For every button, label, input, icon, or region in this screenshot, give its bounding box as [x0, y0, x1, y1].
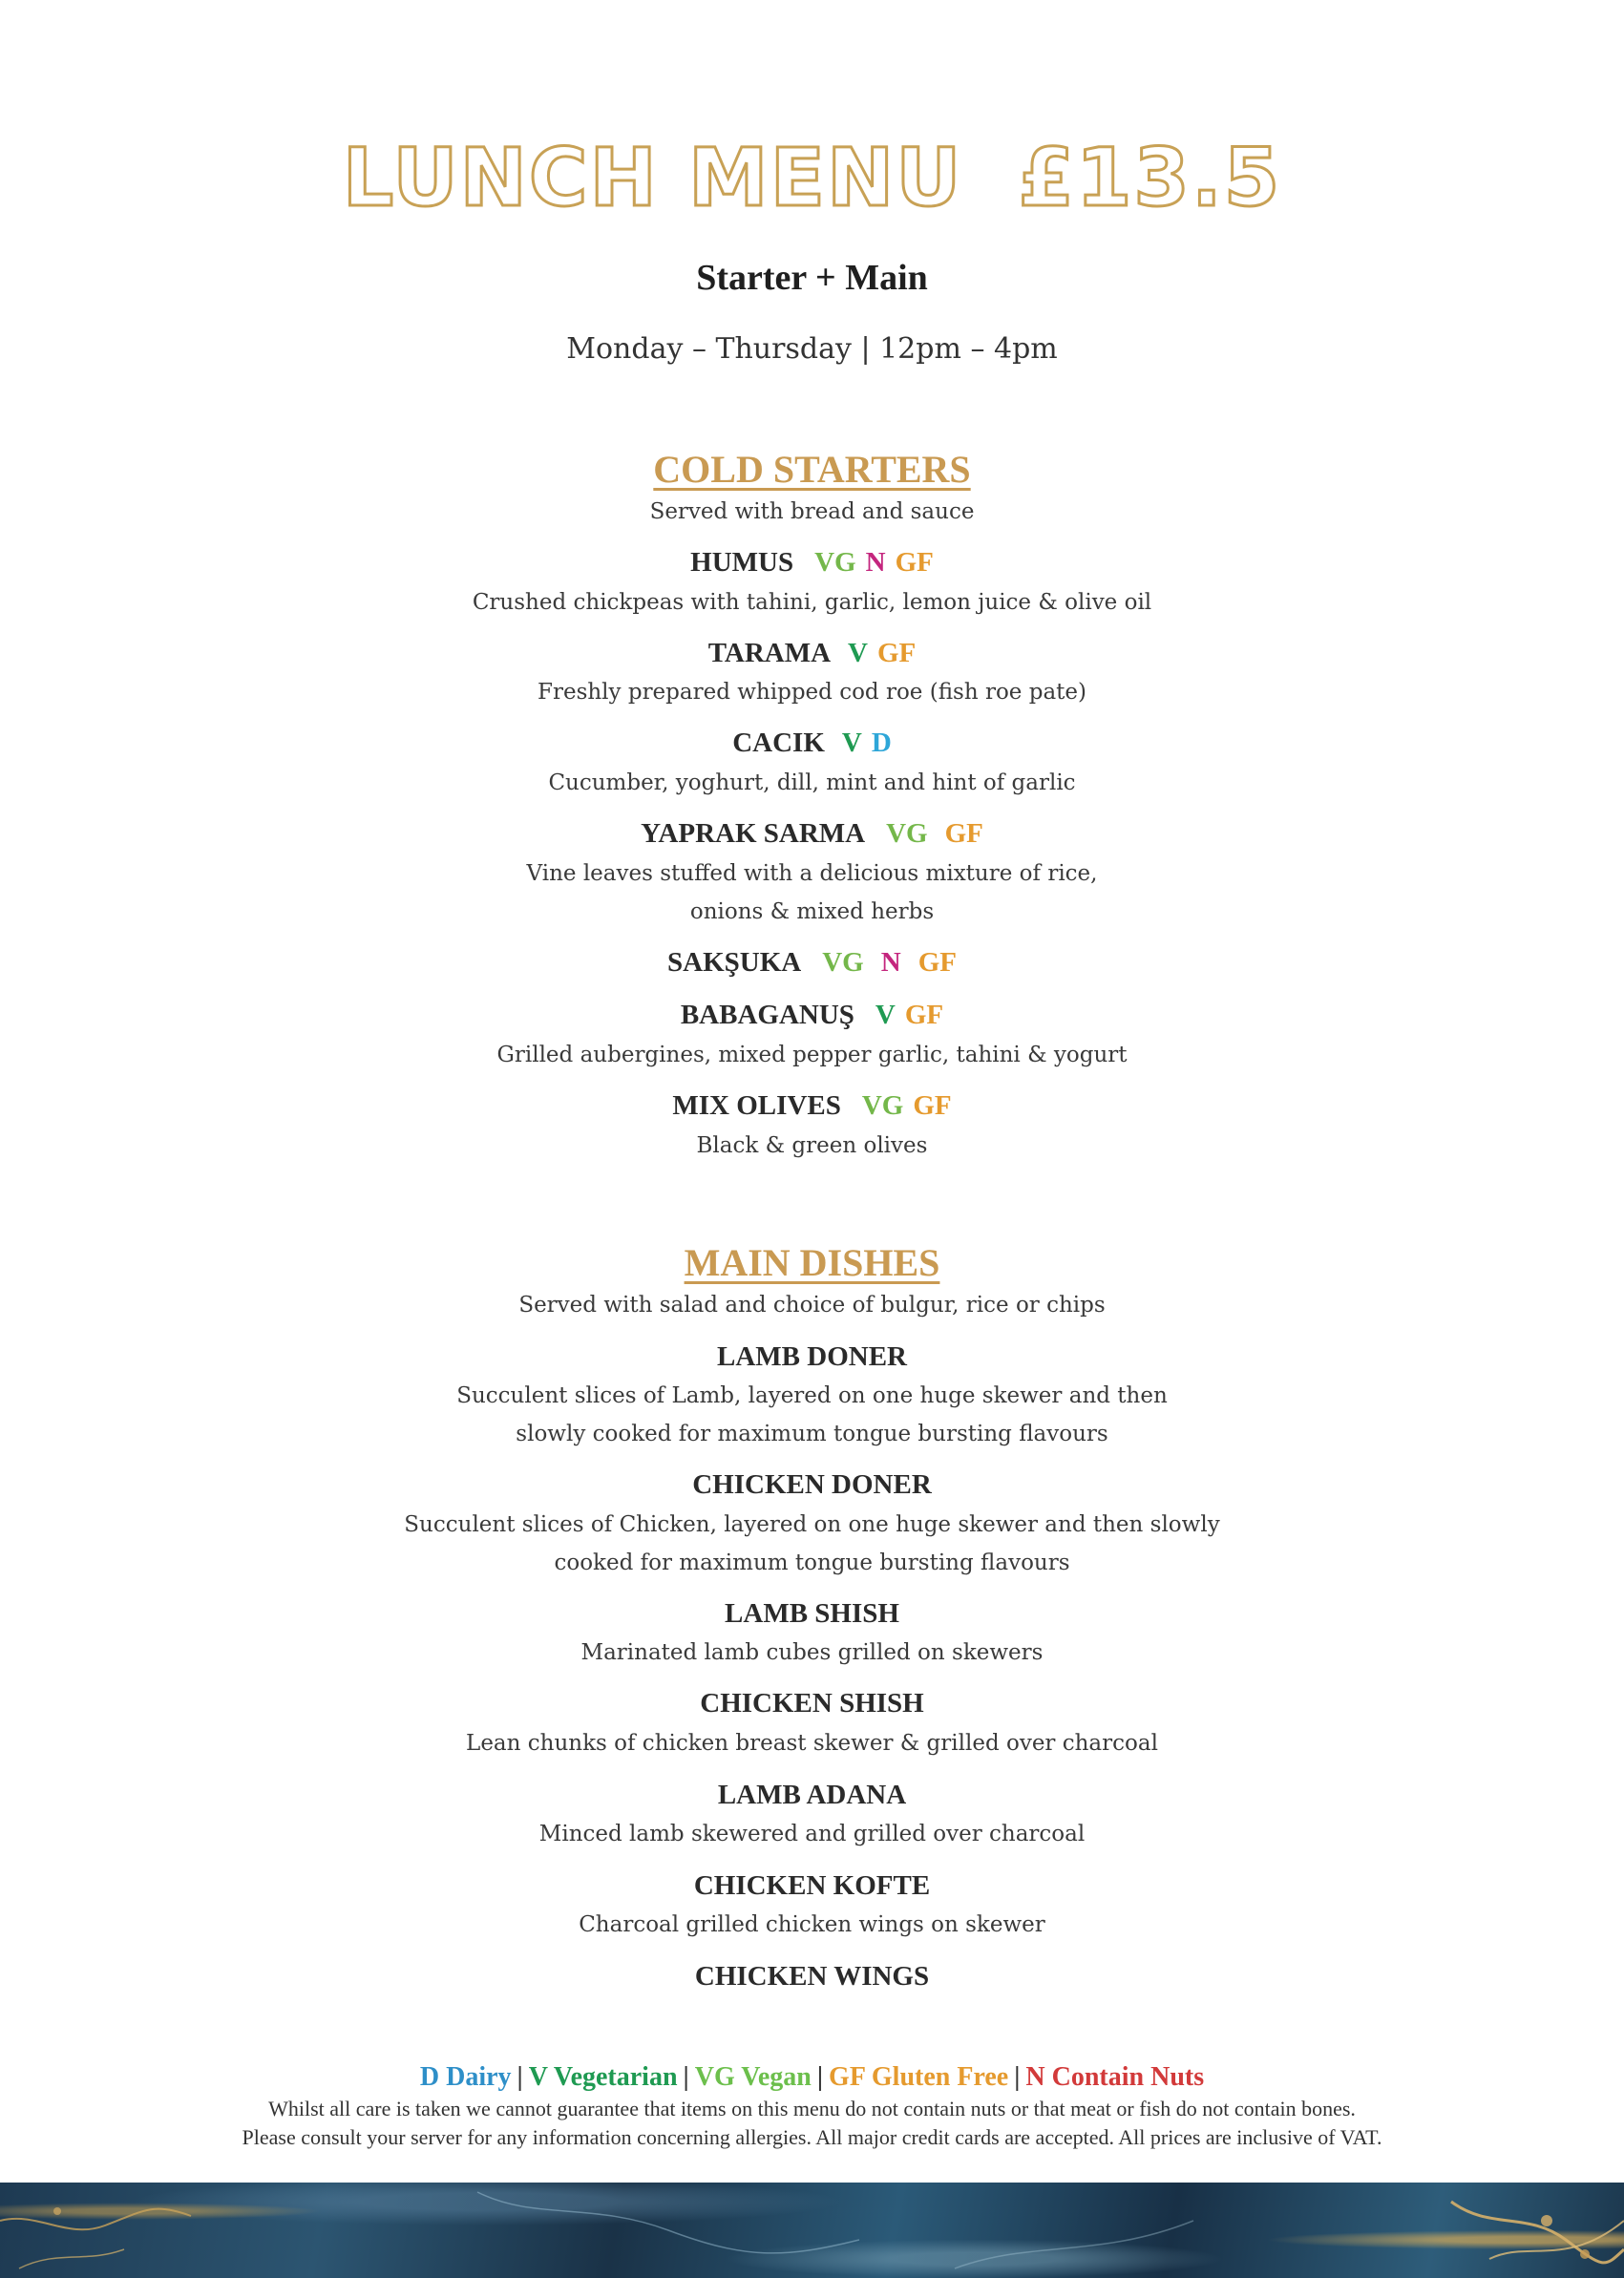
legend-separator: | — [683, 2062, 689, 2092]
dish-humus — [0, 543, 1624, 581]
tag-vegan: VG — [861, 1090, 904, 1121]
dish-name: SAKŞUKA — [667, 947, 802, 978]
dish-description: Succulent slices of Chicken, layered on one huge skewer and then slowly — [404, 1512, 1220, 1537]
tag-vegetarian: V — [875, 1000, 896, 1030]
dish-description: Black & green olives — [696, 1133, 928, 1158]
allergen-legend — [0, 2058, 1624, 2097]
dish-description: Grilled aubergines, mixed pepper garlic, tahini & yogurt — [496, 1043, 1128, 1067]
dish-name: HUMUS — [690, 547, 794, 578]
tag-gluten-free: GF — [877, 638, 917, 668]
dish-mix-olives — [0, 1086, 1624, 1125]
dish-name: CACIK — [732, 728, 825, 758]
legend-nuts: N Contain Nuts — [1025, 2062, 1205, 2092]
menu-title: LUNCH MENU — [342, 131, 963, 224]
dish-name: YAPRAK SARMA — [641, 818, 866, 849]
dish-lamb-shish: LAMB SHISH — [725, 1598, 899, 1629]
section-title-cold-starters: COLD STARTERS — [653, 448, 971, 491]
dish-description: cooked for maximum tongue bursting flavours — [554, 1550, 1070, 1575]
tag-gluten-free: GF — [917, 947, 957, 978]
opening-hours: Monday – Thursday | 12pm – 4pm — [566, 332, 1058, 366]
section-title-main-dishes: MAIN DISHES — [684, 1241, 940, 1284]
dish-name: MIX OLIVES — [672, 1090, 841, 1121]
dish-description: Succulent slices of Lamb, layered on one huge skewer and then — [456, 1383, 1168, 1408]
dish-yaprak-sarma — [0, 814, 1624, 853]
disclaimer-line: Whilst all care is taken we cannot guarantee that items on this menu do not contain nuts or that meat or fish do not contain bones. — [268, 2097, 1356, 2120]
dish-lamb-adana: LAMB ADANA — [717, 1780, 907, 1810]
gold-veins-decoration — [0, 2183, 1624, 2278]
dish-chicken-doner: CHICKEN DONER — [692, 1469, 932, 1500]
menu-subtitle: Starter + Main — [696, 258, 928, 298]
tag-vegan: VG — [886, 818, 928, 849]
tag-nuts: N — [865, 547, 886, 578]
dish-description: Cucumber, yoghurt, dill, mint and hint of garlic — [548, 770, 1076, 795]
dish-chicken-shish: CHICKEN SHISH — [700, 1688, 924, 1719]
dish-description: Freshly prepared whipped cod roe (fish roe pate) — [538, 680, 1086, 705]
tag-vegan: VG — [822, 947, 864, 978]
dish-chicken-kofte: CHICKEN KOFTE — [693, 1870, 931, 1901]
disclaimer-line: Please consult your server for any information concerning allergies. All major credit cards are accepted. All prices are inclusive of VAT. — [242, 2125, 1382, 2149]
tag-gluten-free: GF — [913, 1090, 952, 1121]
tag-vegan: VG — [814, 547, 856, 578]
section-note-main-dishes: Served with salad and choice of bulgur, rice or chips — [518, 1293, 1106, 1318]
legend-separator: | — [816, 2062, 824, 2092]
dish-cacik — [0, 724, 1624, 762]
dish-description: onions & mixed herbs — [689, 899, 935, 924]
dish-name: TARAMA — [707, 638, 832, 668]
section-note-cold-starters: Served with bread and sauce — [649, 499, 975, 524]
dish-tarama — [0, 634, 1624, 672]
dish-description: Charcoal grilled chicken wings on skewer — [579, 1912, 1045, 1937]
legend-dairy: D Dairy — [419, 2062, 512, 2092]
tag-dairy: D — [871, 728, 892, 758]
marble-footer-band — [0, 2183, 1624, 2278]
dish-name: BABAGANUŞ — [680, 1000, 854, 1030]
dish-saksuka — [0, 943, 1624, 981]
legend-vegan: VG Vegan — [694, 2062, 812, 2092]
legend-separator: | — [517, 2062, 523, 2092]
tag-nuts: N — [880, 947, 901, 978]
tag-vegetarian: V — [841, 728, 862, 758]
dish-description: Crushed chickpeas with tahini, garlic, lemon juice & olive oil — [472, 590, 1152, 615]
tag-vegetarian: V — [848, 638, 868, 668]
page-title — [0, 132, 1624, 223]
tag-gluten-free: GF — [944, 818, 983, 849]
tag-gluten-free: GF — [904, 1000, 944, 1030]
dish-description: slowly cooked for maximum tongue bursting flavours — [516, 1422, 1108, 1446]
dish-chicken-wings: CHICKEN WINGS — [694, 1961, 930, 1992]
dish-babaganus — [0, 996, 1624, 1034]
dish-description: Vine leaves stuffed with a delicious mixture of rice, — [526, 861, 1098, 886]
tag-gluten-free: GF — [895, 547, 934, 578]
legend-vegetarian: V Vegetarian — [528, 2062, 678, 2092]
dish-description: Minced lamb skewered and grilled over charcoal — [538, 1822, 1086, 1846]
dish-description: Lean chunks of chicken breast skewer & grilled over charcoal — [466, 1731, 1158, 1756]
legend-gluten-free: GF Gluten Free — [829, 2062, 1009, 2092]
legend-separator: | — [1014, 2062, 1021, 2092]
menu-price: £13.5 — [1018, 131, 1282, 224]
dish-description: Marinated lamb cubes grilled on skewers — [580, 1640, 1044, 1665]
dish-lamb-doner: LAMB DONER — [717, 1341, 907, 1372]
